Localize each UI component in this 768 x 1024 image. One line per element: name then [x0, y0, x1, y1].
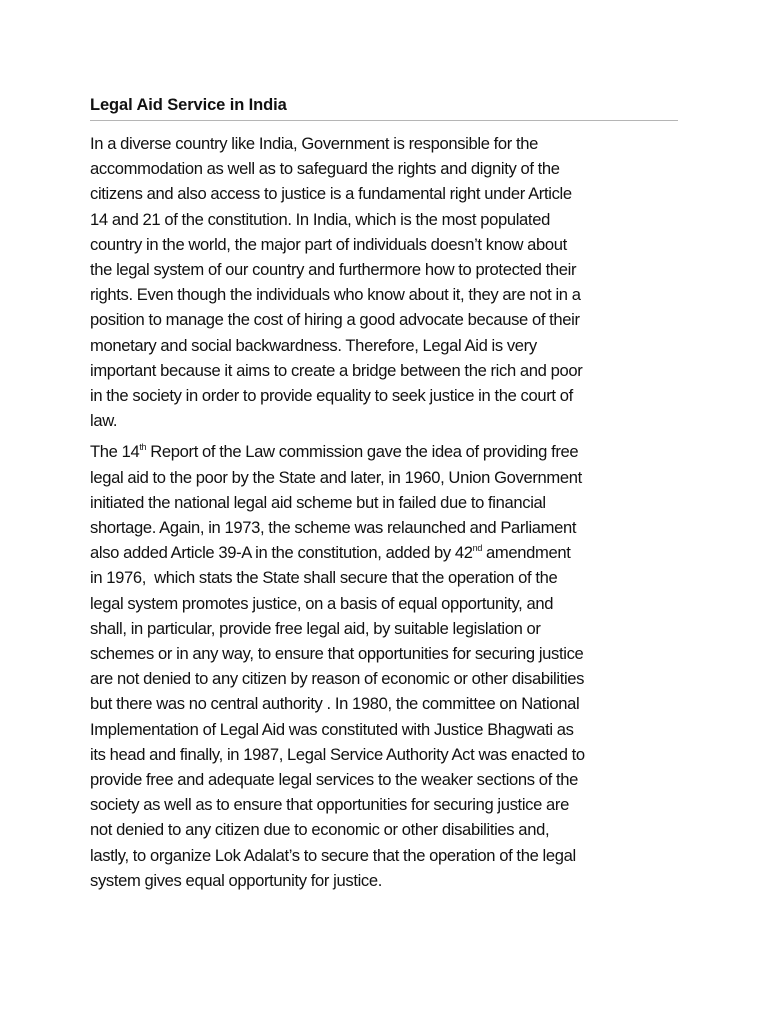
paragraph-line: system gives equal opportunity for justice. — [90, 870, 383, 890]
paragraph-line: not denied to any citizen due to economic or other disabilities and, — [90, 820, 550, 840]
text-run: also added Article 39-A in the constitution, added by 42 — [90, 543, 473, 563]
paragraph-line: legal aid to the poor by the State and later, in 1960, Union Government — [90, 467, 582, 487]
document-page — [90, 94, 678, 899]
paragraph-line: in the society in order to provide equality to seek justice in the court of — [90, 386, 573, 406]
paragraph-line: position to manage the cost of hiring a good advocate because of their — [90, 310, 580, 330]
paragraph-line: schemes or in any way, to ensure that opportunities for securing justice — [90, 644, 584, 664]
text-run: The 14 — [90, 442, 140, 462]
paragraph-line: country in the world, the major part of individuals doesn’t know about — [90, 234, 567, 254]
title-underline — [90, 120, 678, 121]
paragraph-intro — [90, 131, 678, 433]
paragraph-line: initiated the national legal aid scheme but in failed due to financial — [90, 492, 546, 512]
paragraph-line: shortage. Again, in 1973, the scheme was relaunched and Parliament — [90, 518, 577, 538]
text-run: amendment — [481, 543, 571, 563]
paragraph-line — [90, 540, 678, 565]
paragraph-line: law. — [90, 411, 118, 431]
paragraph-line: accommodation as well as to safeguard the rights and dignity of the — [90, 159, 560, 179]
paragraph-line: shall, in particular, provide free legal aid, by suitable legislation or — [90, 618, 541, 638]
paragraph-line: monetary and social backwardness. Therefore, Legal Aid is very — [90, 335, 537, 355]
document-title: Legal Aid Service in India — [90, 96, 287, 114]
paragraph-line: provide free and adequate legal services to the weaker sections of the — [90, 770, 579, 790]
paragraph-line: In a diverse country like India, Government is responsible for the — [90, 134, 539, 153]
paragraph-line: its head and finally, in 1987, Legal Service Authority Act was enacted to — [90, 744, 585, 764]
paragraph-line: in 1976, which stats the State shall secure that the operation of the — [90, 568, 558, 588]
paragraph-line: are not denied to any citizen by reason of economic or other disabilities — [90, 669, 585, 689]
ordinal-suffix: th — [139, 441, 147, 452]
paragraph-line: legal system promotes justice, on a basis of equal opportunity, and — [90, 593, 554, 613]
paragraph-line: the legal system of our country and furthermore how to protected their — [90, 260, 577, 280]
paragraph-line: 14 and 21 of the constitution. In India, which is the most populated — [90, 209, 550, 229]
paragraph-line: citizens and also access to justice is a fundamental right under Article — [90, 184, 572, 204]
text-run: Report of the Law commission gave the idea of providing free — [146, 442, 579, 462]
paragraph-line: lastly, to organize Lok Adalat’s to secure that the operation of the legal — [90, 845, 576, 865]
paragraph-line — [90, 439, 678, 464]
paragraph-line: rights. Even though the individuals who know about it, they are not in a — [90, 285, 581, 305]
paragraph-line: important because it aims to create a bridge between the rich and poor — [90, 360, 583, 380]
paragraph-history — [90, 439, 678, 893]
paragraph-line: but there was no central authority . In 1980, the committee on National — [90, 694, 580, 714]
paragraph-line: society as well as to ensure that opportunities for securing justice are — [90, 795, 569, 815]
paragraph-line: Implementation of Legal Aid was constituted with Justice Bhagwati as — [90, 719, 574, 739]
ordinal-suffix: nd — [472, 542, 482, 553]
